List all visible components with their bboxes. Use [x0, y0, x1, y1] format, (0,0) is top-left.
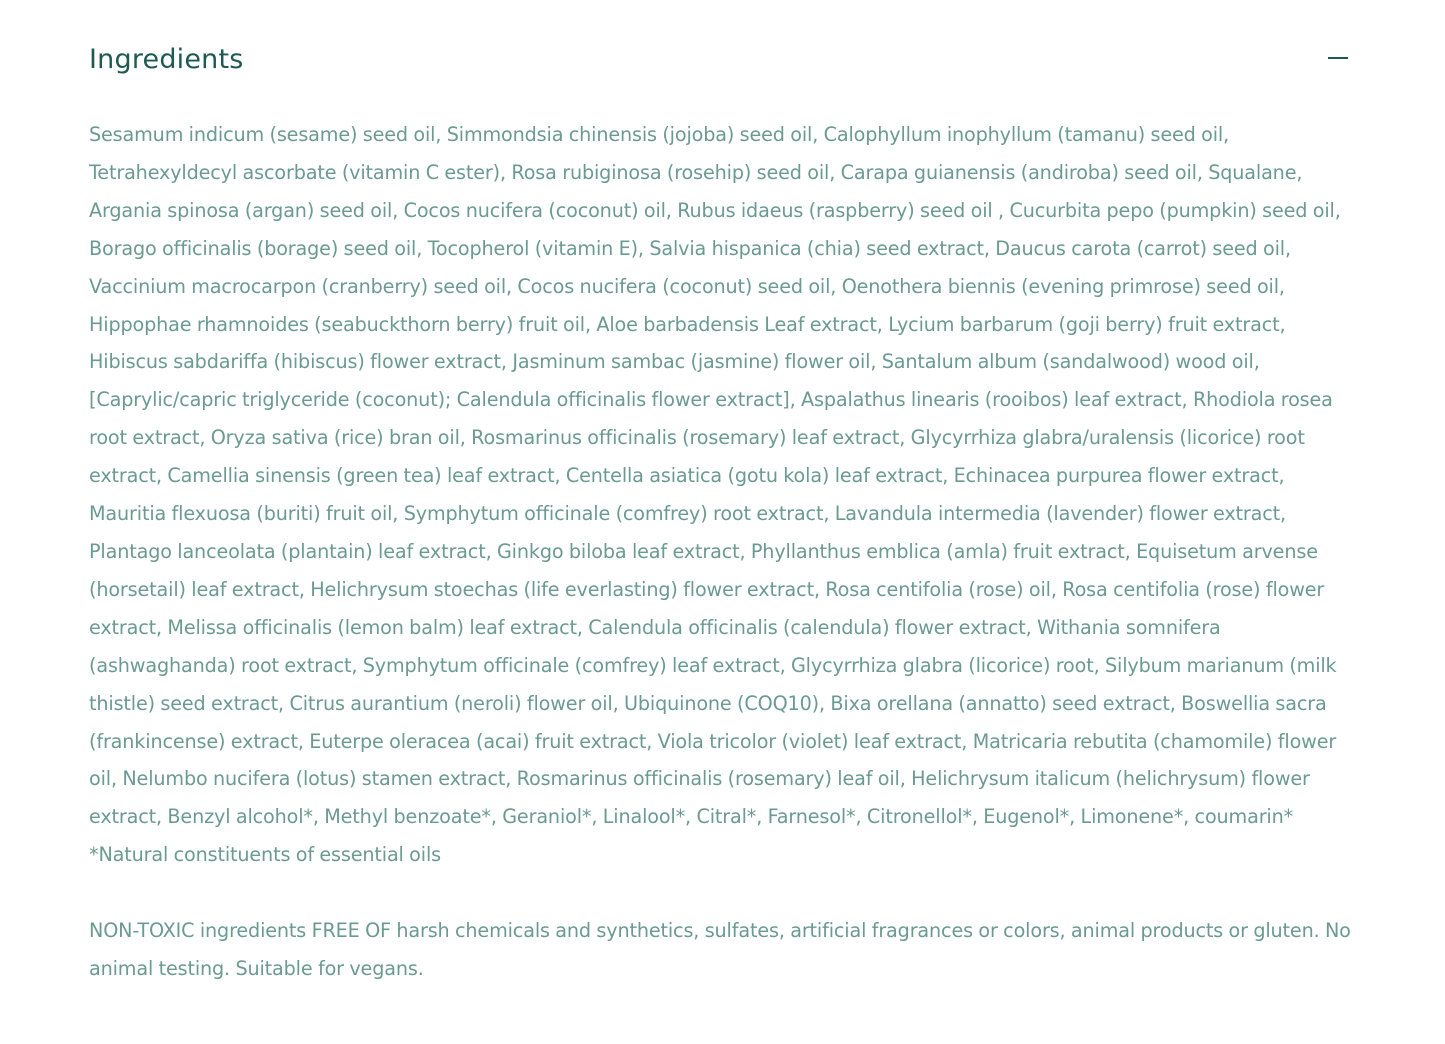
accordion-title: Ingredients	[89, 44, 244, 75]
non-toxic-note: NON-TOXIC ingredients FREE OF harsh chemicals and synthetics, sulfates, artificial fragrances or colors, animal products or gluten. No animal testing. Suitable for vegans.	[89, 919, 1351, 981]
essential-oils-footnote: *Natural constituents of essential oils	[89, 843, 441, 867]
minus-icon	[1328, 57, 1348, 59]
ingredients-list: Sesamum indicum (sesame) seed oil, Simmondsia chinensis (jojoba) seed oil, Calophyllum inophyllum (tamanu) seed oil, Tetrahexyldecyl ascorbate (vitamin C ester), Rosa rubiginosa (rosehip) seed oil, Carapa guianensis (andiroba) seed oil, Squalane, Argania spinosa (argan) seed oil, Cocos nucifera (coconut) oil, Rubus idaeus (raspberry) seed oil , Cucurbita pepo (pumpkin) seed oil, Borago officinalis (borage) seed oil, Tocopherol (vitamin E), Salvia hispanica (chia) seed extract, Daucus carota (carrot) seed oil, Vaccinium macrocarpon (cranberry) seed oil, Cocos nucifera (coconut) seed oil, Oenothera biennis (evening primrose) seed oil, Hippophae rhamnoides (seabuckthorn berry) fruit oil, Aloe barbadensis Leaf extract, Lycium barbarum (goji berry) fruit extract, Hibiscus sabdariffa (hibiscus) flower extract, Jasminum sambac (jasmine) flower oil, Santalum album (sandalwood) wood oil, [Caprylic/capric triglyceride (coconut); Calendula officinalis flower extract], Aspalathus linearis (rooibos) leaf extract, Rhodiola rosea root extract, Oryza sativa (rice) bran oil, Rosmarinus officinalis (rosemary) leaf extract, Glycyrrhiza glabra/uralensis (licorice) root extract, Camellia sinensis (green tea) leaf extract, Centella asiatica (gotu kola) leaf extract, Echinacea purpurea flower extract, Mauritia flexuosa (buriti) fruit oil, Symphytum officinale (comfrey) root extract, Lavandula intermedia (lavender) flower extract, Plantago lanceolata (plantain) leaf extract, Ginkgo biloba leaf extract, Phyllanthus emblica (amla) fruit extract, Equisetum arvense (horsetail) leaf extract, Helichrysum stoechas (life everlasting) flower extract, Rosa centifolia (rose) oil, Rosa centifolia (rose) flower extract, Melissa officinalis (lemon balm) leaf extract, Calendula officinalis (calendula) flower extract, Withania somnifera (ashwaghanda) root extract, Symphytum officinale (comfrey) leaf extract, Glycyrrhiza glabra (licorice) root, Silybum marianum (milk thistle) seed extract, Citrus aurantium (neroli) flower oil, Ubiquinone (COQ10), Bixa orellana (annatto) seed extract, Boswellia sacra (frankincense) extract, Euterpe oleracea (acai) fruit extract, Viola tricolor (violet) leaf extract, Matricaria rebutita (chamomile) flower oil, Nelumbo nucifera (lotus) stamen extract, Rosmarinus officinalis (rosemary) leaf oil, Helichrysum italicum (helichrysum) flower extract, Benzyl alcohol*, Methyl benzoate*, Geraniol*, Linalool*, Citral*, Farnesol*, Citronellol*, Eugenol*, Limonene*, coumarin*	[89, 123, 1341, 829]
accordion-content	[89, 116, 1354, 988]
ingredients-accordion	[89, 0, 1354, 981]
collapse-button[interactable]	[1320, 44, 1354, 74]
accordion-header[interactable]	[89, 0, 1354, 120]
